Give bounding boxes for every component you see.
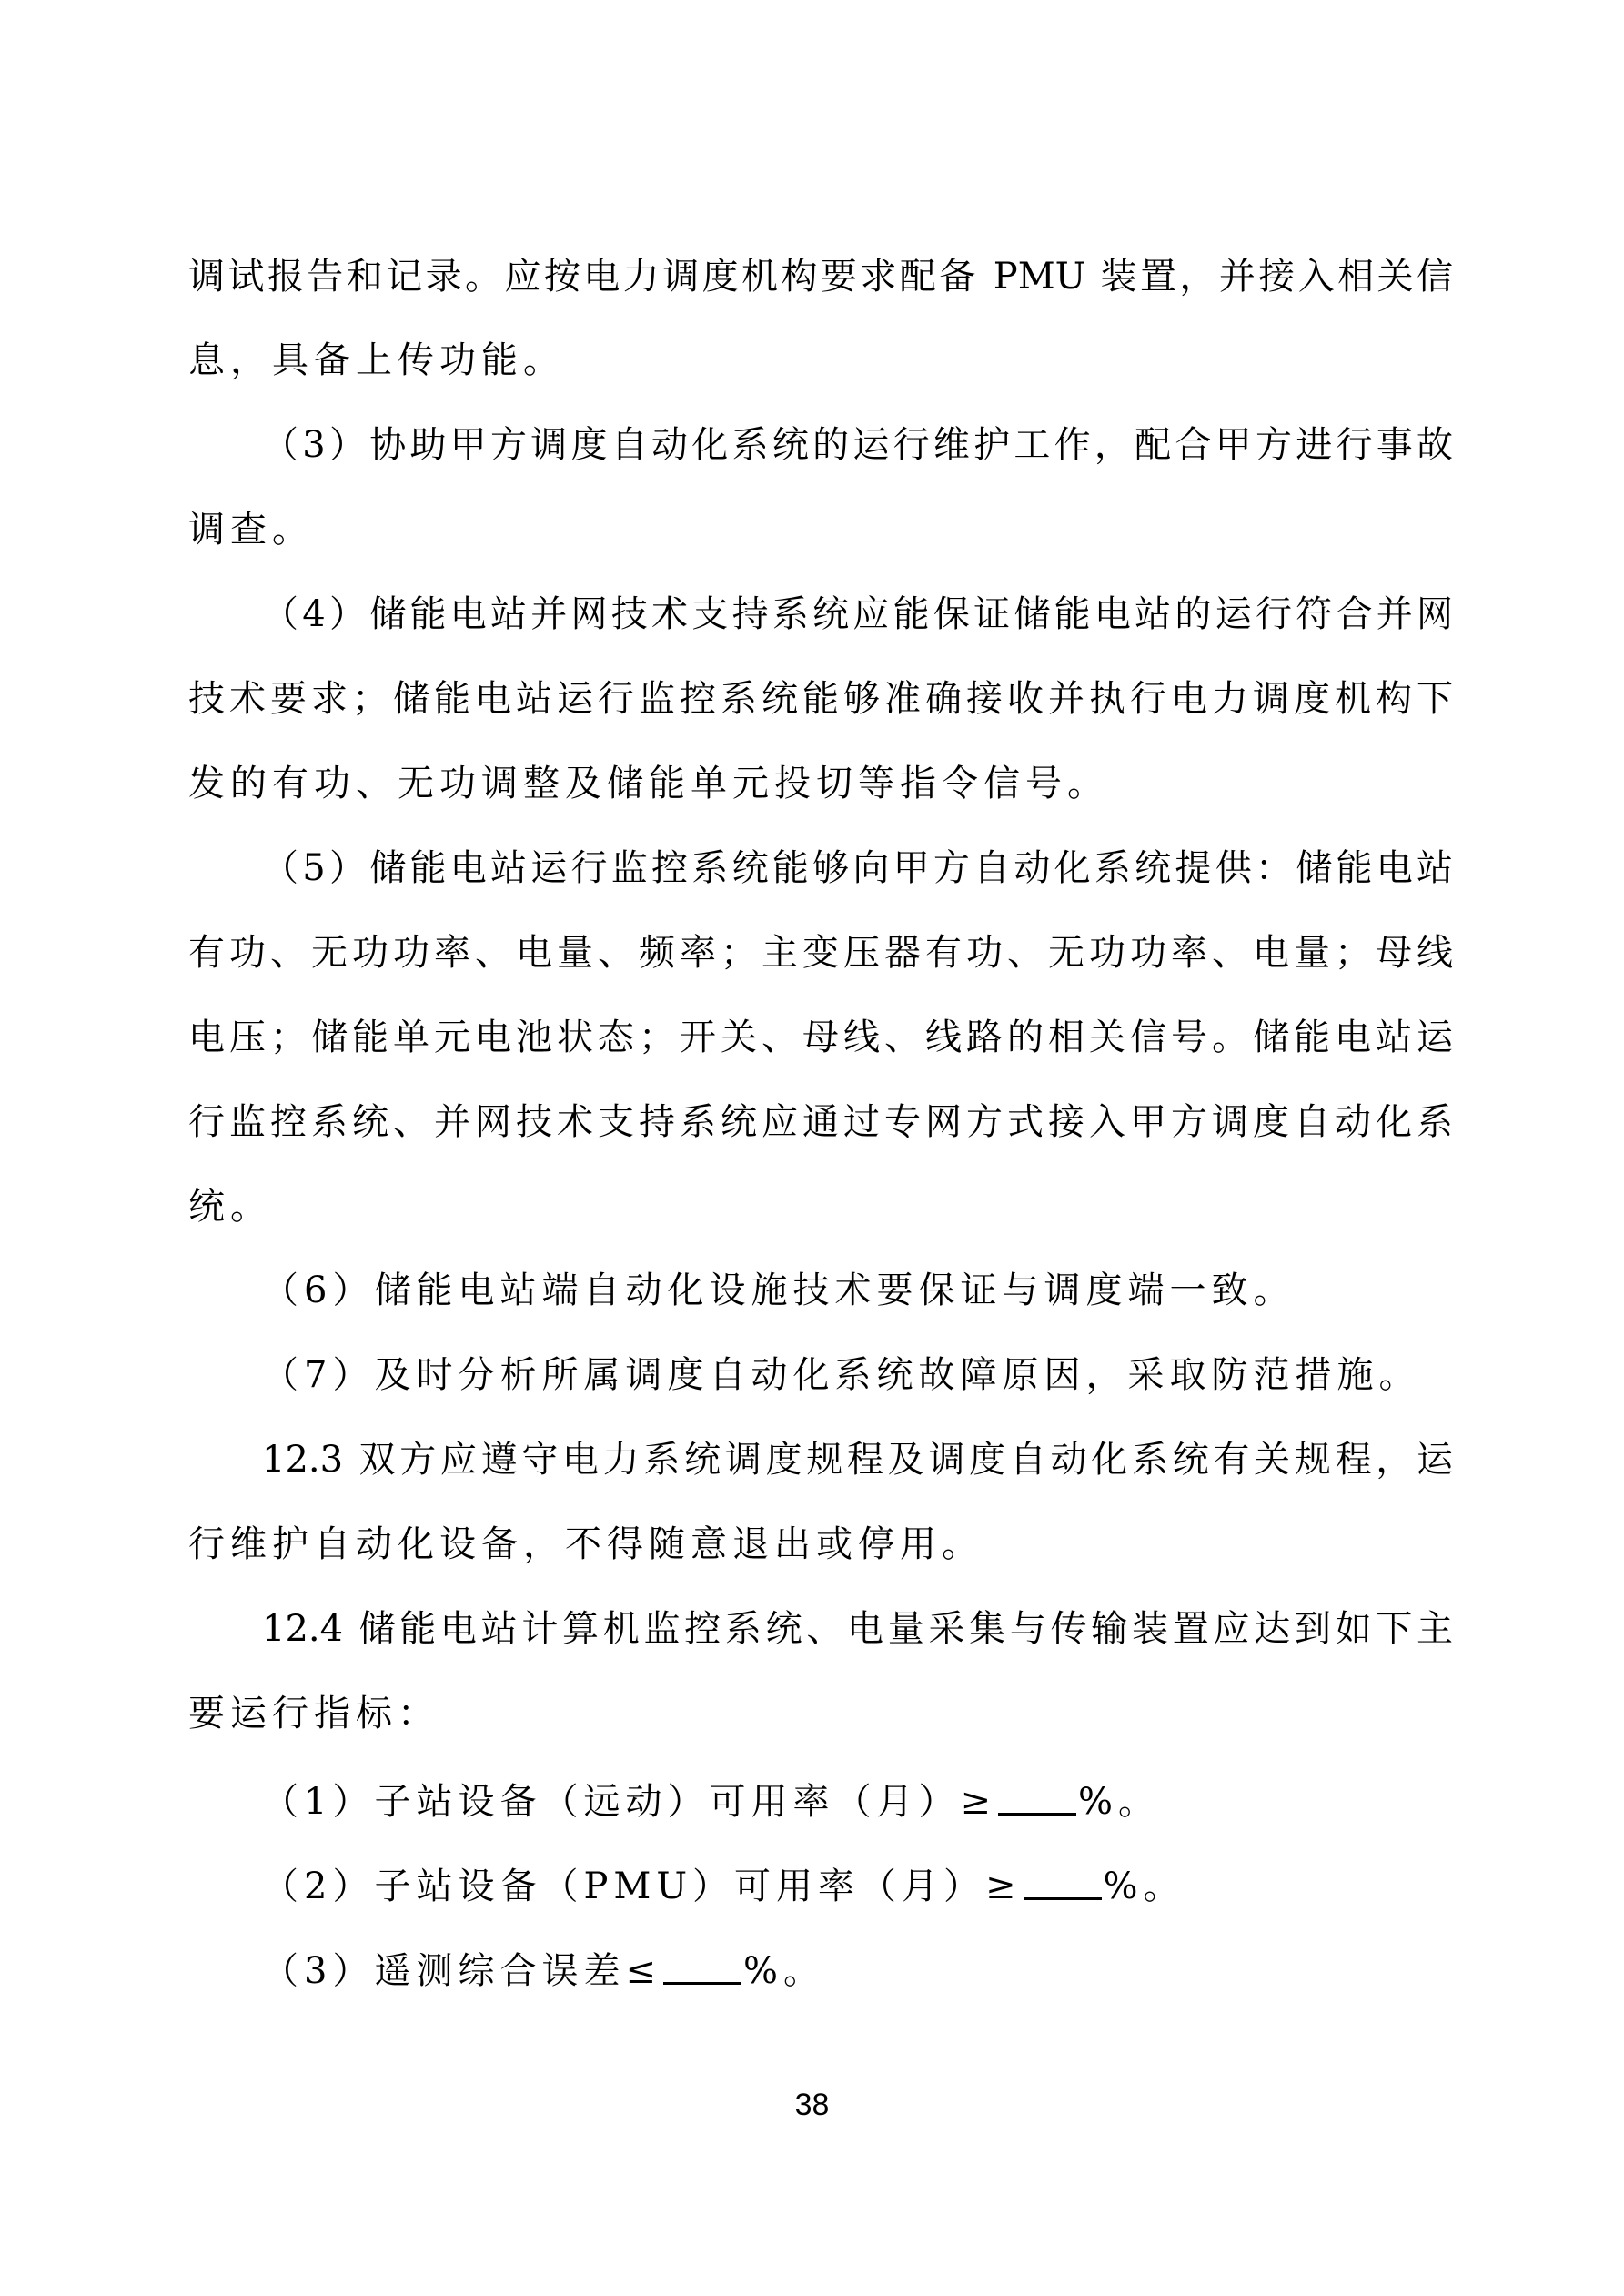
page-number: 38 [794,2088,830,2122]
body-text-line: 要运行指标： [188,1693,439,1735]
body-text-line: 调查。 [188,509,314,551]
indicator-label: （1）子站设备（远动）可用率（月）≥ [262,1781,996,1823]
body-text-line: （5）储能电站运行监控系统能够向甲方自动化系统提供：储能电站 [262,847,1453,889]
body-text-line: （6）储能电站端自动化设施技术要保证与调度端一致。 [262,1269,1296,1311]
body-text-line: 息，具备上传功能。 [188,339,565,381]
body-text-line: 统。 [188,1186,272,1228]
body-text-line: （3）协助甲方调度自动化系统的运行维护工作，配合甲方进行事故 [262,424,1453,466]
body-text-line: （4）储能电站并网技术支持系统应能保证储能电站的运行符合并网 [262,593,1453,635]
indicator-unit: %。 [1103,1866,1185,1907]
indicator-label: （3）遥测综合误差≤ [262,1950,661,1992]
body-text-line: 12.4 储能电站计算机监控系统、电量采集与传输装置应达到如下主 [262,1608,1453,1650]
body-text-line: （7）及时分析所属调度自动化系统故障原因，采取防范措施。 [262,1354,1421,1396]
fill-in-blank[interactable] [663,1946,741,1985]
body-text-line: 电压；储能单元电池状态；开关、母线、线路的相关信号。储能电站运 [188,1017,1453,1058]
indicator-unit: %。 [1077,1781,1160,1823]
body-text-line: 行监控系统、并网技术支持系统应通过专网方式接入甲方调度自动化系 [188,1101,1453,1143]
body-text-line: 调试报告和记录。应按电力调度机构要求配备 PMU 装置，并接入相关信 [188,256,1453,298]
body-text-line: 行维护自动化设备，不得随意退出或停用。 [188,1523,983,1565]
indicator-line [262,1861,1185,1908]
fill-in-blank[interactable] [1024,1861,1102,1900]
indicator-unit: %。 [742,1950,825,1992]
body-text-line: 发的有功、无功调整及储能单元投切等指令信号。 [188,763,1109,804]
indicator-line [262,1946,825,1993]
indicator-label: （2）子站设备（PMU）可用率（月）≥ [262,1866,1022,1907]
indicator-line [262,1776,1160,1824]
fill-in-blank[interactable] [998,1776,1076,1816]
body-text-line: 有功、无功功率、电量、频率；主变压器有功、无功功率、电量；母线 [188,932,1453,974]
body-text-line: 技术要求；储能电站运行监控系统能够准确接收并执行电力调度机构下 [188,678,1453,720]
body-text-line: 12.3 双方应遵守电力系统调度规程及调度自动化系统有关规程，运 [262,1439,1453,1481]
